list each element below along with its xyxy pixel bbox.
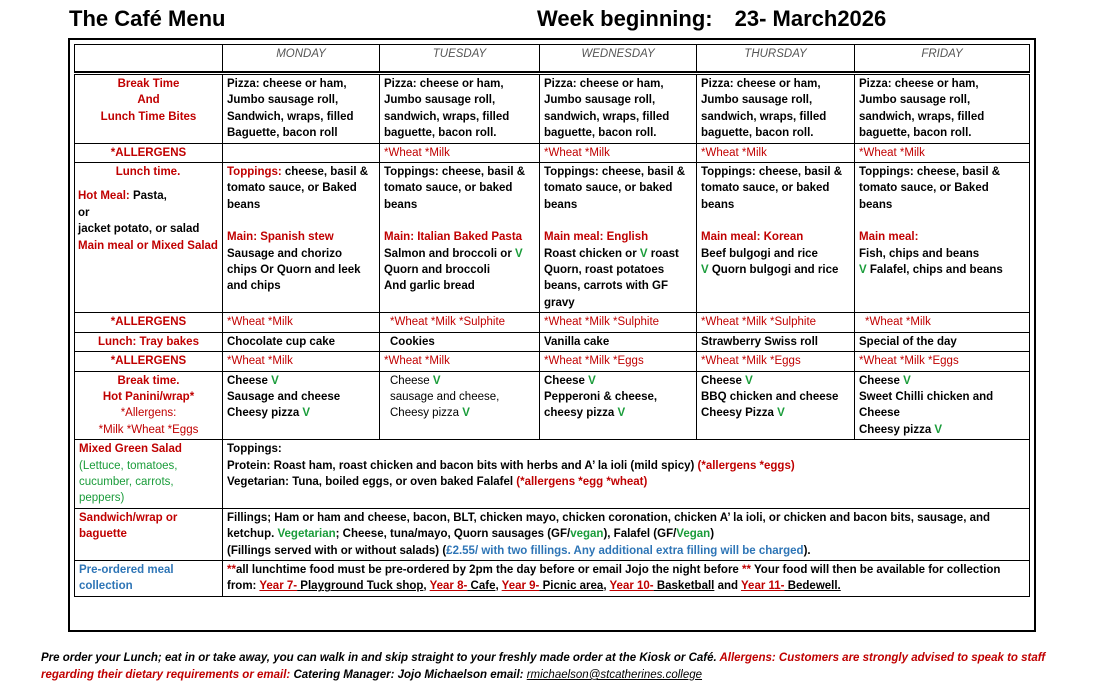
tray-thu: Strawberry Swiss roll	[697, 332, 855, 351]
panini-text: cheesy pizza	[544, 407, 618, 420]
allergens-fri: *Wheat *Milk	[855, 313, 1030, 332]
toppings-thu	[701, 164, 850, 213]
vegetarian-mark: V	[271, 374, 279, 387]
main-wed-text: roast	[647, 247, 679, 260]
item-line: Pizza: cheese or ham,	[859, 78, 979, 90]
footer-note	[41, 650, 1071, 684]
toppings-text: cheese, basil & tomato sauce, or Baked beans	[859, 166, 1001, 211]
panini-text: Sausage and cheese	[227, 390, 341, 403]
toppings-word: Toppings:	[859, 166, 914, 179]
allergens-label: *ALLERGENS	[75, 143, 223, 162]
main-tue-text: Quorn and broccoli	[384, 264, 491, 277]
item-line: Jumbo sausage roll,	[701, 94, 813, 107]
break-label-line: Break Time	[117, 78, 180, 90]
preorder-text: **all lunchtime food must be pre-ordered by 2pm the day before or email Jojo the night before ** Your food will then be available for collection from: Year 7- Playground Tuck shop, Year 8- Cafe, Year 9- Picnic area, Year 10- Basketball and Year 11- Bedewell.	[227, 563, 1001, 593]
day-wednesday: WEDNESDAY	[540, 45, 697, 73]
and-word: and	[714, 580, 742, 593]
year-8-location: Cafe	[467, 580, 496, 593]
sandwich-served	[227, 543, 1025, 559]
year-10: Year 10-	[609, 580, 654, 593]
salad-protein: Protein: Roast ham, roast chicken and bacon bits with herbs and A’ la ioli (mild spicy)	[227, 459, 698, 472]
panini-text: Cheese	[390, 374, 433, 387]
break-bites-label	[75, 75, 223, 144]
panini-line	[544, 405, 692, 421]
break-bites-fri	[855, 75, 1030, 144]
page-title: The Café Menu	[69, 6, 226, 31]
stars: **	[227, 563, 236, 576]
vegetarian-mark: V	[745, 374, 753, 387]
preorder-row	[75, 560, 1030, 596]
panini-label-line: Break time.	[117, 374, 180, 387]
item-line: sandwich, wraps, filled	[701, 110, 827, 123]
main-thu: Main meal: Korean	[701, 231, 804, 244]
toppings-word: Toppings:	[384, 166, 439, 179]
main-wed-line	[544, 246, 692, 262]
salad-label-title: Mixed Green Salad	[79, 443, 182, 456]
email-link[interactable]: rmichaelson@stcatherines.college	[526, 669, 703, 681]
salad-veg-allergens: (*allergens *egg *wheat)	[516, 475, 648, 488]
allergens-label: *ALLERGENS	[75, 313, 223, 332]
item-line: baguette, bacon roll.	[701, 127, 814, 140]
item-line: Pizza: cheese or ham,	[544, 78, 664, 90]
menu-table	[74, 44, 1030, 597]
lunch-label	[75, 163, 223, 313]
lunch-mon	[223, 163, 380, 313]
vegetarian-mark: V	[859, 264, 867, 277]
main-mon: Main: Spanish stew	[227, 231, 334, 244]
panini-line	[390, 405, 535, 421]
panini-text: sausage and cheese,	[390, 390, 500, 403]
year-10-location: Basketball	[653, 580, 715, 593]
panini-line	[701, 373, 850, 389]
panini-text: Cheesy Pizza	[701, 407, 778, 420]
footer-allergens: Allergens: Customers are strongly advised to speak to staff regarding their dietary requirements or email:	[41, 652, 1046, 681]
salad-protein-line	[227, 458, 1025, 474]
allergens-row-3	[75, 352, 1030, 371]
toppings-text: cheese, basil & tomato sauce, or baked beans	[544, 166, 686, 211]
panini-text: Cheesy pizza	[227, 407, 303, 420]
hot-meal-line	[78, 188, 218, 204]
break-bites-wed	[540, 75, 697, 144]
main-fri-text: Falafel, chips and beans	[866, 264, 1003, 277]
main-tue-text: Salmon and broccoli or	[384, 247, 515, 260]
main-wed-text: Roast chicken or	[544, 247, 640, 260]
panini-text: Cheesy pizza	[859, 423, 935, 436]
vegetarian-word: Vegetarian	[277, 528, 336, 541]
panini-text: Cheese	[227, 374, 272, 387]
allergens-tue: *Wheat *Milk	[380, 352, 540, 371]
toppings-fri	[859, 164, 1025, 213]
vegetarian-mark: V	[515, 247, 523, 260]
item-line: sandwich, wraps, filled	[384, 110, 510, 123]
year-8: Year 8-	[429, 580, 468, 593]
panini-mon	[223, 371, 380, 440]
vegan-word: Vegan	[676, 528, 711, 541]
main-or-salad-label: Main meal or Mixed Salad	[78, 239, 218, 252]
menu-frame	[68, 38, 1036, 632]
main-fri-text: Fish, chips and beans	[859, 247, 980, 260]
allergens-tue: *Wheat *Milk	[380, 143, 540, 162]
main-tue-text: And garlic bread	[384, 280, 475, 293]
lunch-row	[75, 163, 1030, 313]
item-line: Baguette, bacon roll	[227, 127, 338, 140]
allergens-wed: *Wheat *Milk *Eggs	[540, 352, 697, 371]
salad-protein-allergens: (*allergens *eggs)	[697, 459, 795, 472]
panini-label-line: *Allergens:	[120, 407, 177, 420]
allergens-row-2	[75, 313, 1030, 332]
break-bites-row	[75, 75, 1030, 144]
panini-text: Cheese	[701, 374, 746, 387]
preorder-text-2: Your food will then be available for collection from:	[227, 563, 1001, 593]
year-11: Year 11-	[741, 580, 785, 593]
salad-row	[75, 440, 1030, 509]
break-bites-tue	[380, 75, 540, 144]
year-7: Year 7-	[259, 580, 298, 593]
panini-text: Sweet Chilli chicken and Cheese	[859, 390, 994, 420]
item-line: baguette, bacon roll.	[544, 127, 657, 140]
vegetarian-mark: V	[617, 407, 626, 420]
day-tuesday: TUESDAY	[380, 45, 540, 73]
main-mon-detail: Sausage and chorizo chips Or Quorn and leek and chips	[227, 247, 361, 293]
toppings-word: Toppings:	[701, 166, 756, 179]
jacket-label: jacket potato, or salad	[78, 223, 200, 236]
sandwich-fillings-text: Fillings; Ham or ham and cheese, bacon, BLT, chicken mayo, chicken coronation, chicken A’ la ioli, or chicken and bacon bits, sausage, and ketchup.	[227, 511, 991, 541]
main-fri-line	[859, 262, 1025, 278]
lunch-time-label: Lunch time.	[115, 166, 181, 179]
tray-bakes-label: Lunch: Tray bakes	[75, 332, 223, 351]
toppings-wed	[544, 164, 692, 213]
toppings-tue	[384, 164, 535, 213]
allergens-wed: *Wheat *Milk *Sulphite	[540, 313, 697, 332]
panini-wed	[540, 371, 697, 440]
tray-tue: Cookies	[380, 332, 540, 351]
day-thursday: THURSDAY	[697, 45, 855, 73]
panini-label	[75, 371, 223, 440]
vegetarian-mark: V	[934, 423, 943, 436]
footer-manager: Catering Manager: Jojo Michaelson email:	[290, 669, 527, 681]
toppings-mon	[227, 164, 375, 213]
main-tue-line	[384, 246, 535, 262]
year-11-location: Bedewell.	[784, 580, 841, 593]
toppings-word: Toppings:	[544, 166, 599, 179]
sandwich-price: £2.55/ with two fillings. Any additional extra filling will be charged	[446, 544, 804, 557]
item-line: Pizza: cheese or ham,	[227, 78, 347, 90]
panini-text: BBQ chicken and cheese	[701, 390, 839, 403]
day-friday: FRIDAY	[855, 45, 1030, 73]
lunch-wed	[540, 163, 697, 313]
salad-veg: Vegetarian: Tuna, boiled eggs, or oven baked Falafel	[227, 475, 517, 488]
panini-text: Cheesy pizza	[390, 407, 463, 420]
item-line: sandwich, wraps, filled	[544, 110, 670, 123]
sandwich-veg-text: ), Falafel (GF/	[603, 528, 677, 541]
item-line: Sandwich, wraps, filled	[227, 110, 354, 123]
allergens-fri: *Wheat *Milk *Eggs	[855, 352, 1030, 371]
allergens-thu: *Wheat *Milk	[697, 143, 855, 162]
salad-veg-line	[227, 474, 1025, 490]
allergens-thu: *Wheat *Milk *Eggs	[697, 352, 855, 371]
panini-line	[227, 405, 375, 421]
sandwich-details	[223, 508, 1030, 560]
lunch-tue	[380, 163, 540, 313]
vegetarian-mark: V	[462, 407, 470, 420]
item-line: Jumbo sausage roll,	[544, 94, 656, 107]
item-line: baguette, bacon roll.	[384, 127, 497, 140]
salad-details	[223, 440, 1030, 509]
break-label-line: And	[137, 94, 160, 107]
year-9: Year 9-	[501, 580, 540, 593]
vegetarian-mark: V	[777, 407, 785, 420]
break-bites-mon	[223, 75, 380, 144]
panini-text: Cheese	[859, 374, 904, 387]
panini-text: Cheese	[544, 374, 589, 387]
day-monday: MONDAY	[223, 45, 380, 73]
tray-bakes-row	[75, 332, 1030, 351]
day-header-row	[75, 45, 1030, 73]
allergens-wed: *Wheat *Milk	[540, 143, 697, 162]
corner-cell	[75, 45, 223, 73]
week-label: Week beginning:	[537, 6, 713, 31]
vegetarian-mark: V	[588, 374, 596, 387]
panini-thu	[697, 371, 855, 440]
tray-wed: Vanilla cake	[540, 332, 697, 351]
tray-mon: Chocolate cup cake	[223, 332, 380, 351]
panini-label-line: Hot Panini/wrap*	[102, 390, 195, 403]
item-line: Jumbo sausage roll,	[859, 94, 971, 107]
allergens-fri: *Wheat *Milk	[855, 143, 1030, 162]
salad-label	[75, 440, 223, 509]
main-wed: Main meal: English	[544, 231, 649, 244]
item-line: baguette, bacon roll.	[859, 127, 972, 140]
item-line: Pizza: cheese or ham,	[384, 78, 504, 90]
panini-line	[227, 373, 375, 389]
main-fri: Main meal:	[859, 231, 919, 244]
lunch-fri	[855, 163, 1030, 313]
week-date: 23- March2026	[734, 6, 887, 31]
allergens-label: *ALLERGENS	[75, 352, 223, 371]
break-label-line: Lunch Time Bites	[100, 110, 197, 123]
panini-line	[701, 405, 850, 421]
vegetarian-mark: V	[639, 247, 648, 260]
sandwich-label: Sandwich/wrap or baguette	[75, 508, 223, 560]
panini-label-line: *Milk *Wheat *Eggs	[98, 423, 199, 436]
toppings-word: Toppings:	[227, 166, 282, 179]
salad-label-sub: (Lettuce, tomatoes, cucumber, carrots, peppers)	[79, 459, 178, 505]
vegan-word: vegan	[570, 528, 604, 541]
item-line: Pizza: cheese or ham,	[701, 78, 821, 90]
toppings-text: cheese, basil & tomato sauce, or Baked beans	[227, 166, 369, 211]
break-bites-thu	[697, 75, 855, 144]
toppings-text: cheese, basil & tomato sauce, or baked beans	[701, 166, 843, 211]
vegetarian-mark: V	[302, 407, 311, 420]
sandwich-veg-text: ; Cheese, tuna/mayo, Quorn sausages (GF/	[335, 528, 571, 541]
main-thu-line	[701, 262, 850, 278]
panini-line	[544, 373, 692, 389]
item-line: Jumbo sausage roll,	[384, 94, 496, 107]
or-label: or	[78, 206, 90, 219]
panini-line	[859, 373, 1025, 389]
week-heading	[537, 6, 886, 32]
sandwich-served-text: (Fillings served with or without salads) (	[227, 544, 447, 557]
vegetarian-mark: V	[432, 374, 441, 387]
main-thu-text: Quorn bulgogi and rice	[708, 264, 839, 277]
main-tue: Main: Italian Baked Pasta	[384, 231, 523, 244]
pasta-label: Pasta,	[129, 190, 167, 203]
vegetarian-mark: V	[701, 264, 709, 277]
footer-text: Pre order your Lunch; eat in or take away, you can walk in and skip straight to your freshly made order at the Kiosk or Café.	[41, 652, 720, 664]
hot-meal-label: Hot Meal:	[78, 190, 130, 203]
preorder-text-1: all lunchtime food must be pre-ordered by 2pm the day before or email Jojo the night before	[235, 563, 743, 576]
allergens-tue: *Wheat *Milk *Sulphite	[380, 313, 540, 332]
salad-toppings-heading: Toppings:	[227, 443, 282, 456]
panini-tue	[380, 371, 540, 440]
panini-row	[75, 371, 1030, 440]
allergens-mon: *Wheat *Milk	[223, 313, 380, 332]
vegetarian-mark: V	[903, 374, 911, 387]
year-9-location: Picnic area	[539, 580, 604, 593]
toppings-text: cheese, basil & tomato sauce, or baked beans	[384, 166, 526, 211]
allergens-mon	[223, 143, 380, 162]
item-line: Jumbo sausage roll,	[227, 94, 339, 107]
year-7-location: Playground Tuck shop	[297, 580, 424, 593]
stars: **	[742, 563, 751, 576]
main-wed-text: Quorn, roast potatoes beans, carrots with GF gravy	[544, 264, 668, 309]
main-thu-text: Beef bulgogi and rice	[701, 247, 818, 260]
preorder-details	[223, 560, 1030, 596]
sandwich-row	[75, 508, 1030, 560]
lunch-thu	[697, 163, 855, 313]
item-line: sandwich, wraps, filled	[859, 110, 985, 123]
panini-line	[390, 373, 535, 389]
panini-line	[859, 422, 1025, 438]
allergens-row-1	[75, 143, 1030, 162]
sandwich-veg-text: )	[710, 528, 715, 541]
panini-fri	[855, 371, 1030, 440]
sandwich-served-text: ).	[803, 544, 811, 557]
preorder-label: Pre-ordered meal collection	[75, 560, 223, 596]
panini-text: Pepperoni & cheese,	[544, 390, 658, 403]
allergens-thu: *Wheat *Milk *Sulphite	[697, 313, 855, 332]
allergens-mon: *Wheat *Milk	[223, 352, 380, 371]
tray-fri: Special of the day	[855, 332, 1030, 351]
sandwich-fillings	[227, 510, 1025, 543]
